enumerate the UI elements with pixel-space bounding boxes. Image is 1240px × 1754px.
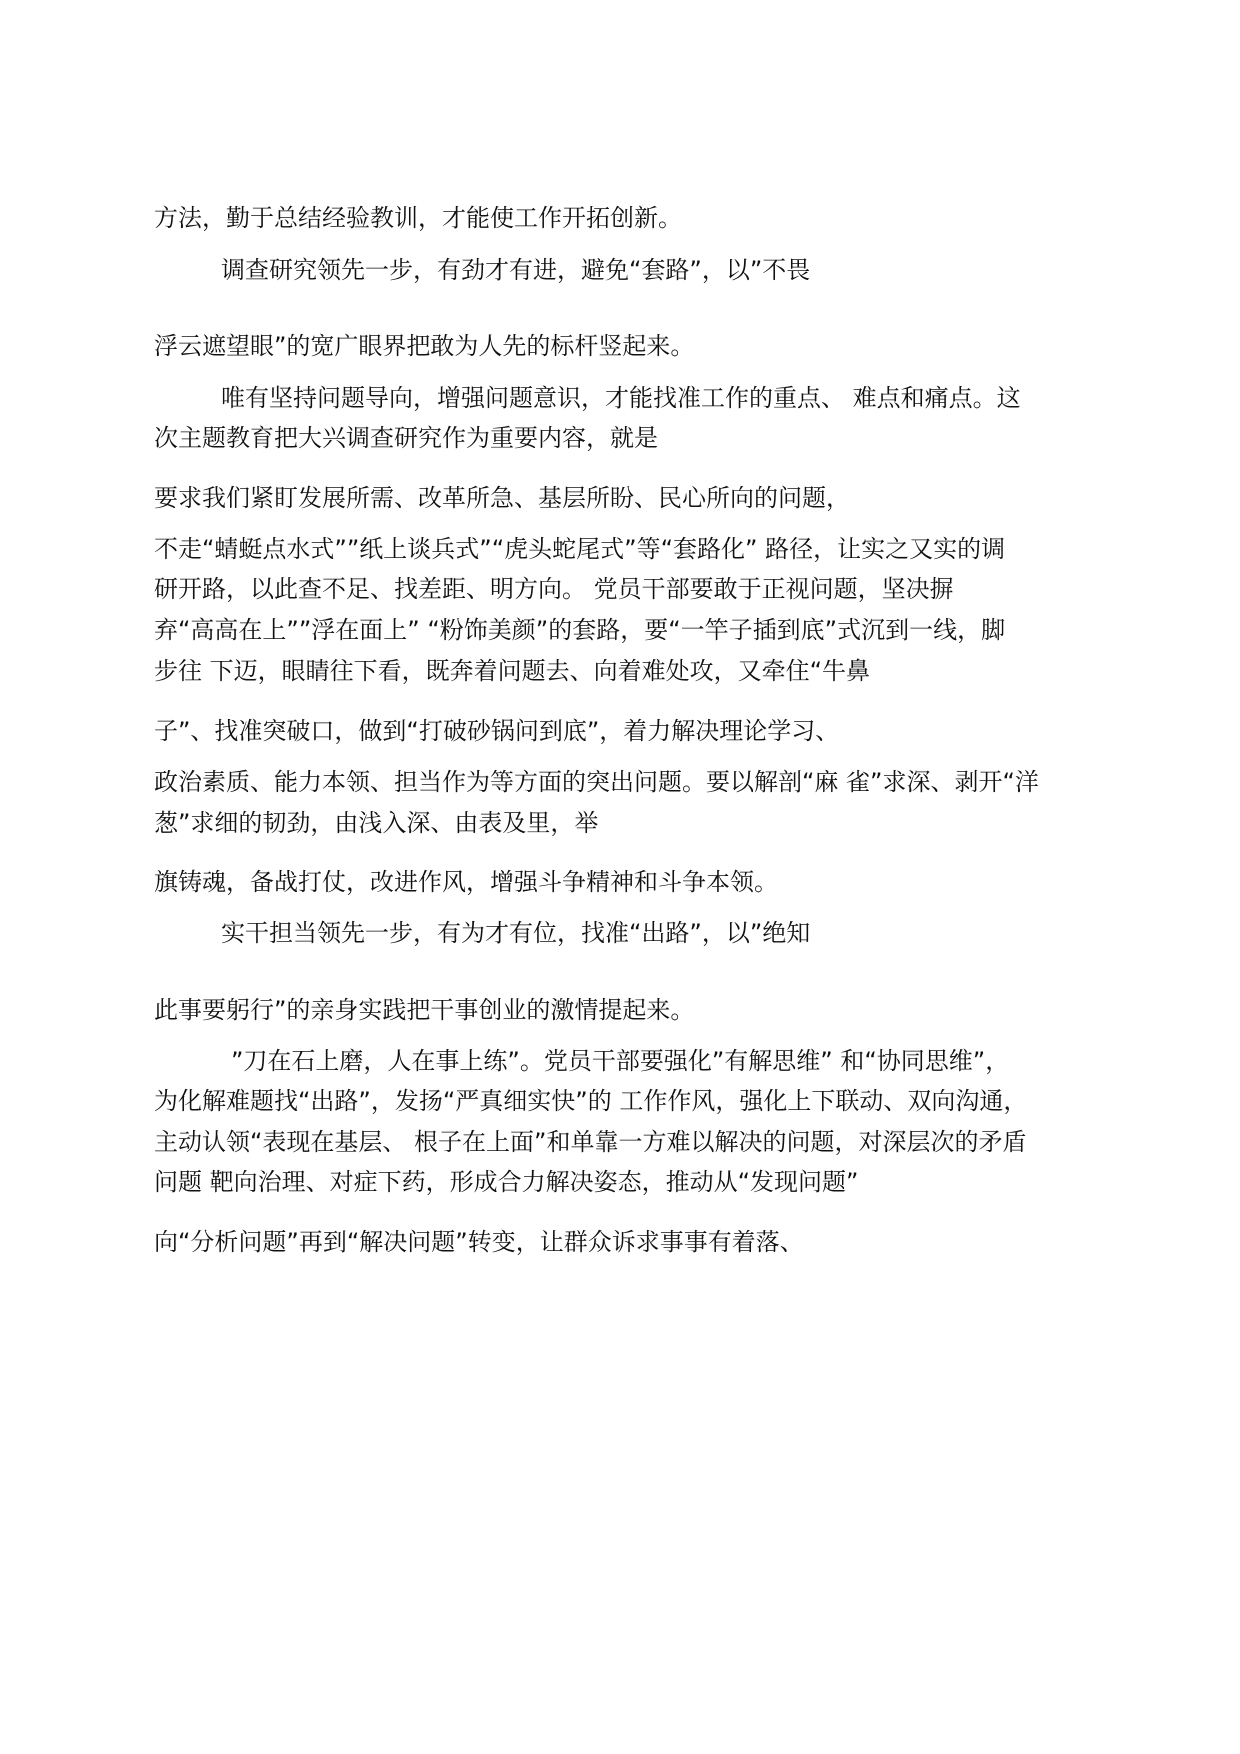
text-line: 葱”求细的韧劲，由浅入深、由表及里，举 bbox=[154, 809, 599, 837]
text-line: 子”、找准突破口，做到“打破砂锅问到底”，着力解决理论学习、 bbox=[154, 717, 840, 745]
text-line: 向“分析问题”再到“解决问题”转变，让群众诉求事事有着落、 bbox=[154, 1228, 804, 1256]
text-line: 要求我们紧盯发展所需、改革所急、基层所盼、民心所向的问题， bbox=[154, 484, 850, 512]
text-line: 旗铸魂，备战打仗，改进作风，增强斗争精神和斗争本领。 bbox=[154, 868, 778, 896]
text-line: ”刀在石上磨，人在事上练”。党员干部要强化”有解思维” 和“协同思维”， bbox=[231, 1047, 1010, 1075]
text-line: 调查研究领先一步，有劲才有进，避免“套路”，以”不畏 bbox=[221, 256, 811, 284]
text-line: 为化解难题找“出路”，发扬“严真细实快”的 工作作风，强化上下联动、双向沟通， bbox=[154, 1087, 1028, 1115]
text-line: 弃“高高在上””浮在面上” “粉饰美颜”的套路，要“一竿子插到底”式沉到一线，脚 bbox=[154, 616, 1006, 644]
text-line: 浮云遮望眼”的宽广眼界把敢为人先的标杆竖起来。 bbox=[154, 332, 695, 360]
text-line: 研开路，以此查不足、找差距、明方向。 党员干部要敢于正视问题，坚决摒 bbox=[154, 575, 954, 603]
text-line: 步往 下迈，眼睛往下看，既奔着问题去、向着难处攻，又牵住“牛鼻 bbox=[154, 657, 871, 685]
text-line: 问题 靶向治理、对症下药，形成合力解决姿态，推动从“发现问题” bbox=[154, 1168, 859, 1196]
text-line: 方法，勤于总结经验教训，才能使工作开拓创新。 bbox=[154, 204, 682, 232]
text-line: 政治素质、能力本领、担当作为等方面的突出问题。要以解剖“麻 雀”求深、剥开“洋 bbox=[154, 768, 1039, 796]
text-line: 唯有坚持问题导向，增强问题意识，才能找准工作的重点、 难点和痛点。这 bbox=[221, 384, 1021, 412]
text-line: 次主题教育把大兴调查研究作为重要内容，就是 bbox=[154, 424, 658, 452]
text-line: 不走“蜻蜓点水式””纸上谈兵式”“虎头蛇尾式”等“套路化” 路径，让实之又实的调 bbox=[154, 535, 1006, 563]
text-line: 此事要躬行”的亲身实践把干事创业的激情提起来。 bbox=[154, 996, 695, 1024]
text-line: 主动认领“表现在基层、 根子在上面”和单靠一方难以解决的问题，对深层次的矛盾 bbox=[154, 1128, 1027, 1156]
text-line: 实干担当领先一步，有为才有位，找准“出路”，以”绝知 bbox=[221, 919, 811, 947]
